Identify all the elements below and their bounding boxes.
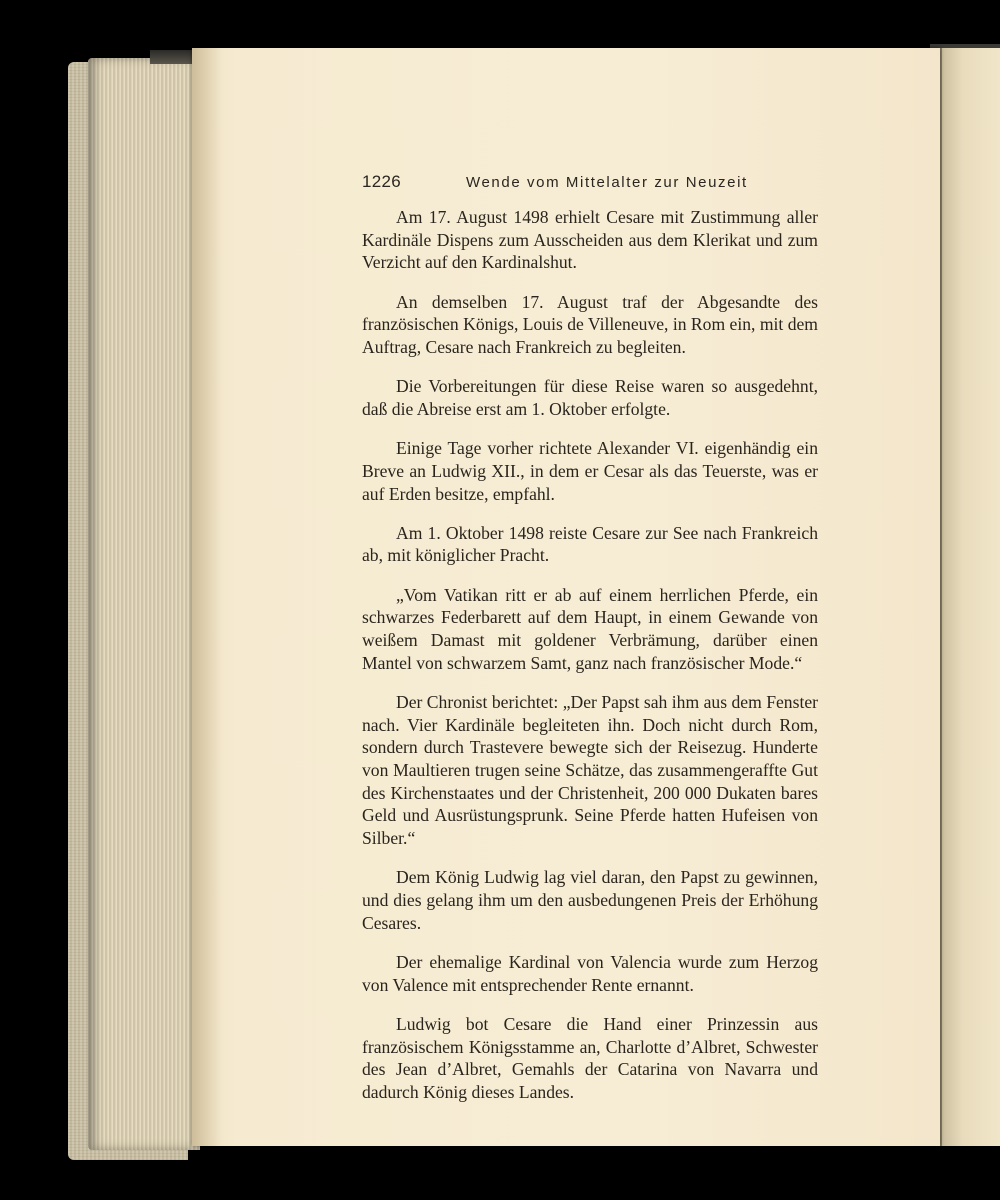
paragraph: Einige Tage vorher richtete Alexander VI. eigenhändig ein Breve an Ludwig XII., in dem er Cesar als das Teuerste, was er auf Erden besitze, empfahl. — [362, 438, 818, 504]
page-header — [362, 172, 822, 192]
paragraph: Der ehemalige Kardinal von Valencia wurde zum Herzog von Valence mit entsprechender Rente ernannt. — [362, 951, 818, 995]
paragraph: Der Chronist berichtet: „Der Papst sah ihm aus dem Fenster nach. Vier Kardinäle begleiteten ihn. Doch nicht durch Rom, sondern durch Trastevere bewegte sich der Reisezug. Hunderte von Maultieren trugen seine Schätze, das zusammengeraffte Gut des Kirchenstaates und der Christenheit, 200 000 Dukaten bares Geld und Ausrüstungsprunk. Seine Pferde hatten Hufeisen von Silber.“ — [362, 691, 818, 849]
page-edges — [88, 58, 200, 1150]
paragraph: Die Vorbereitungen für diese Reise waren so ausgedehnt, daß die Abreise erst am 1. Oktober erfolgte. — [362, 376, 818, 419]
book-page — [192, 48, 940, 1146]
paragraph: „Vom Vatikan ritt er ab auf einem herrlichen Pferde, ein schwarzes Federbarett auf dem Haupt, in einem Gewande von weißem Damast mit goldener Verbrämung, darüber einen Mantel von schwarzem Samt, ganz nach französischer Mode.“ — [362, 584, 818, 673]
paragraph: An demselben 17. August traf der Abgesandte des französischen Königs, Louis de Villeneuve, in Rom ein, mit dem Auftrag, Cesare nach Frankreich zu begleiten. — [362, 291, 818, 358]
paragraph: Dem König Ludwig lag viel daran, den Papst zu gewinnen, und dies gelang ihm um den ausbedungenen Preis der Erhöhung Cesares. — [362, 867, 818, 933]
running-head: Wende vom Mittelalter zur Neuzeit — [466, 174, 748, 191]
paragraph: Am 17. August 1498 erhielt Cesare mit Zustimmung aller Kardinäle Dispens zum Ausscheiden aus dem Klerikat und zum Verzicht auf den Kardinalshut. — [362, 207, 818, 273]
body-text — [362, 206, 818, 1120]
paragraph: Ludwig bot Cesare die Hand einer Prinzessin aus französischem Königsstamme an, Charlotte d’Albret, Schwester des Jean d’Albret, Gemahls der Catarina von Navarra und dadurch König dieses Landes. — [362, 1013, 818, 1102]
page-number: 1226 — [362, 172, 402, 191]
paragraph: Am 1. Oktober 1498 reiste Cesare zur See nach Frankreich ab, mit königlicher Pracht. — [362, 522, 818, 566]
right-page-edge — [940, 48, 1000, 1146]
gutter-shadow — [192, 48, 222, 1146]
